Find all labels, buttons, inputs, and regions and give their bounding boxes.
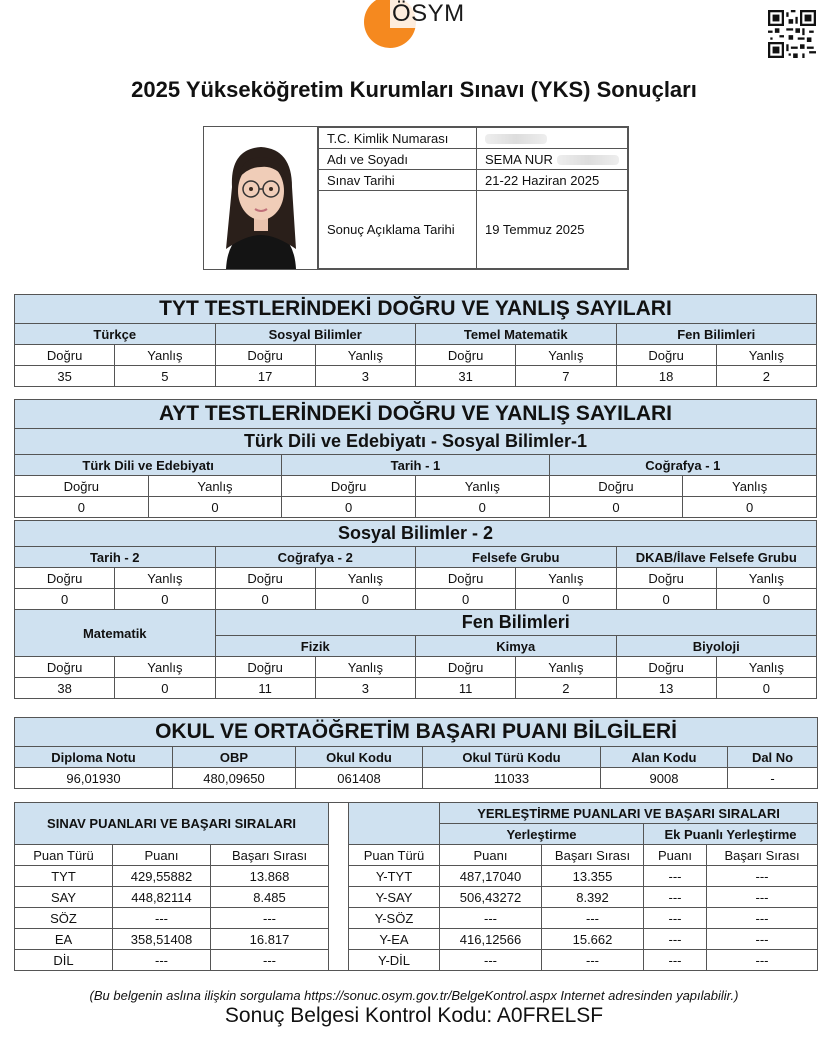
basari-sirasi: 16.817	[211, 929, 329, 950]
table-spacer	[328, 802, 348, 971]
identity-box	[203, 126, 629, 270]
sinav-header: Puanı	[113, 845, 211, 866]
okul-header: Alan Kodu	[601, 747, 728, 768]
count-cell: 35	[15, 366, 115, 387]
okul-value: 480,09650	[173, 768, 296, 789]
yanlis-label: Yanlış	[315, 657, 415, 678]
dogru-label: Doğru	[15, 657, 115, 678]
table-row	[349, 950, 818, 971]
count-cell: 2	[716, 366, 816, 387]
basari-sirasi: 13.355	[542, 866, 644, 887]
sinav-puanlari-table	[14, 802, 329, 971]
okul-header: Diploma Notu	[15, 747, 173, 768]
identity-row	[319, 170, 628, 191]
portrait-image	[204, 127, 318, 269]
ayt-subject: Tarih - 1	[282, 455, 549, 476]
identity-value	[477, 128, 628, 149]
puan-turu: EA	[15, 929, 113, 950]
identity-row	[319, 128, 628, 149]
puan: 358,51408	[113, 929, 211, 950]
okul-value: 11033	[423, 768, 601, 789]
count-cell: 11	[416, 678, 516, 699]
yanlis-label: Yanlış	[516, 345, 616, 366]
ayt-matematik-header: Matematik	[15, 610, 216, 657]
yanlis-label: Yanlış	[115, 568, 215, 589]
puan: 487,17040	[440, 866, 542, 887]
identity-row	[319, 191, 628, 269]
count-cell: 0	[683, 497, 817, 518]
basari-sirasi: 13.868	[211, 866, 329, 887]
ek-puan: ---	[644, 887, 707, 908]
ayt-section-1-title: Türk Dili ve Edebiyatı - Sosyal Bilimler-1	[15, 429, 817, 455]
table-row	[349, 929, 818, 950]
verification-note: (Bu belgenin aslına ilişkin sorgulama https://sonuc.osym.gov.tr/BelgeKontrol.aspx Internet adresinden yapılabilir.)	[89, 988, 739, 1003]
puan-turu: Y-SAY	[349, 887, 440, 908]
tyt-title: TYT TESTLERİNDEKİ DOĞRU VE YANLIŞ SAYILARI	[15, 295, 817, 324]
sinav-header: Başarı Sırası	[211, 845, 329, 866]
count-cell: 3	[315, 678, 415, 699]
count-cell: 0	[415, 497, 549, 518]
puan-turu: SAY	[15, 887, 113, 908]
count-cell: 0	[416, 589, 516, 610]
table-row	[15, 887, 329, 908]
identity-value: 21-22 Haziran 2025	[477, 170, 628, 191]
table-row	[15, 950, 329, 971]
count-cell: 5	[115, 366, 215, 387]
yer-header: Puanı	[644, 845, 707, 866]
dogru-label: Doğru	[282, 476, 416, 497]
ayt-subject: Tarih - 2	[15, 547, 216, 568]
count-cell: 0	[315, 589, 415, 610]
table-row	[15, 908, 329, 929]
identity-label: Sonuç Açıklama Tarihi	[319, 191, 477, 269]
yer-header: Puanı	[440, 845, 542, 866]
yer-sub-yerlestirme: Yerleştirme	[440, 824, 644, 845]
basari-sirasi: ---	[211, 908, 329, 929]
okul-table	[14, 717, 818, 789]
ek-basari-sirasi: ---	[707, 866, 818, 887]
logo-text: ÖSYM	[392, 0, 465, 27]
puan-turu: Y-EA	[349, 929, 440, 950]
dogru-label: Doğru	[616, 568, 716, 589]
identity-row	[319, 149, 628, 170]
ayt-title: AYT TESTLERİNDEKİ DOĞRU VE YANLIŞ SAYILARI	[15, 400, 817, 429]
identity-label: T.C. Kimlik Numarası	[319, 128, 477, 149]
puan: 429,55882	[113, 866, 211, 887]
puan: ---	[113, 950, 211, 971]
count-cell: 0	[282, 497, 416, 518]
identity-value: 19 Temmuz 2025	[477, 191, 628, 269]
tyt-subject: Temel Matematik	[416, 324, 617, 345]
yer-header: Başarı Sırası	[542, 845, 644, 866]
yanlis-label: Yanlış	[315, 568, 415, 589]
count-cell: 0	[716, 589, 816, 610]
yer-title: YERLEŞTİRME PUANLARI VE BAŞARI SIRALARI	[440, 803, 818, 824]
okul-title: OKUL VE ORTAÖĞRETİM BAŞARI PUANI BİLGİLERİ	[15, 718, 818, 747]
ayt-subject: Kimya	[416, 636, 617, 657]
yanlis-label: Yanlış	[716, 657, 816, 678]
dogru-label: Doğru	[616, 657, 716, 678]
table-row	[349, 887, 818, 908]
basari-sirasi: ---	[542, 950, 644, 971]
basari-sirasi: 8.392	[542, 887, 644, 908]
puan: ---	[440, 908, 542, 929]
sinav-header: Puan Türü	[15, 845, 113, 866]
ayt-subject: Fizik	[215, 636, 416, 657]
count-cell: 0	[115, 589, 215, 610]
count-cell: 17	[215, 366, 315, 387]
dogru-label: Doğru	[15, 568, 115, 589]
yanlis-label: Yanlış	[115, 657, 215, 678]
sinav-title: SINAV PUANLARI VE BAŞARI SIRALARI	[15, 803, 329, 845]
okul-value: 96,01930	[15, 768, 173, 789]
yer-sub-ek-puanli: Ek Puanlı Yerleştirme	[644, 824, 818, 845]
basari-sirasi: 8.485	[211, 887, 329, 908]
ayt-subject: Felsefe Grubu	[416, 547, 617, 568]
table-row	[15, 929, 329, 950]
puan: 416,12566	[440, 929, 542, 950]
dogru-label: Doğru	[549, 476, 683, 497]
yanlis-label: Yanlış	[683, 476, 817, 497]
tyt-subject: Türkçe	[15, 324, 216, 345]
count-cell: 31	[416, 366, 516, 387]
ayt-fen-title: Fen Bilimleri	[215, 610, 817, 636]
ek-basari-sirasi: ---	[707, 929, 818, 950]
ayt-subject: Biyoloji	[616, 636, 817, 657]
ek-puan: ---	[644, 929, 707, 950]
count-cell: 0	[549, 497, 683, 518]
basari-sirasi: ---	[211, 950, 329, 971]
basari-sirasi: 15.662	[542, 929, 644, 950]
count-cell: 0	[716, 678, 816, 699]
count-cell: 0	[115, 678, 215, 699]
control-code: Sonuç Belgesi Kontrol Kodu: A0FRELSF	[224, 1004, 604, 1027]
count-cell: 0	[148, 497, 282, 518]
dogru-label: Doğru	[215, 345, 315, 366]
ek-puan: ---	[644, 950, 707, 971]
count-cell: 0	[616, 589, 716, 610]
okul-value: -	[728, 768, 818, 789]
puan: ---	[440, 950, 542, 971]
count-cell: 11	[215, 678, 315, 699]
ayt-table-1	[14, 399, 817, 518]
yer-header: Puan Türü	[349, 845, 440, 866]
dogru-label: Doğru	[215, 568, 315, 589]
yer-corner	[349, 803, 440, 845]
tyt-table	[14, 294, 817, 387]
ayt-table-2	[14, 520, 817, 699]
okul-value: 9008	[601, 768, 728, 789]
identity-table	[318, 127, 628, 269]
table-row	[15, 866, 329, 887]
yanlis-label: Yanlış	[415, 476, 549, 497]
yanlis-label: Yanlış	[315, 345, 415, 366]
yanlis-label: Yanlış	[115, 345, 215, 366]
table-row	[349, 908, 818, 929]
count-cell: 0	[15, 589, 115, 610]
okul-header: OBP	[173, 747, 296, 768]
yanlis-label: Yanlış	[148, 476, 282, 497]
puan-turu: Y-TYT	[349, 866, 440, 887]
dogru-label: Doğru	[15, 476, 149, 497]
yanlis-label: Yanlış	[716, 568, 816, 589]
ek-puan: ---	[644, 866, 707, 887]
puan-turu: DİL	[15, 950, 113, 971]
ayt-subject: Türk Dili ve Edebiyatı	[15, 455, 282, 476]
basari-sirasi: ---	[542, 908, 644, 929]
tyt-subject: Sosyal Bilimler	[215, 324, 416, 345]
dogru-label: Doğru	[616, 345, 716, 366]
yer-header: Başarı Sırası	[707, 845, 818, 866]
yerlestirme-table	[348, 802, 818, 971]
yanlis-label: Yanlış	[516, 568, 616, 589]
count-cell: 38	[15, 678, 115, 699]
candidate-photo	[204, 127, 318, 269]
table-row	[349, 866, 818, 887]
osym-logo	[362, 0, 472, 52]
ek-basari-sirasi: ---	[707, 887, 818, 908]
yanlis-label: Yanlış	[716, 345, 816, 366]
ayt-subject: DKAB/İlave Felsefe Grubu	[616, 547, 817, 568]
count-cell: 13	[616, 678, 716, 699]
count-cell: 0	[15, 497, 149, 518]
okul-header: Okul Türü Kodu	[423, 747, 601, 768]
count-cell: 0	[215, 589, 315, 610]
ayt-subject: Coğrafya - 2	[215, 547, 416, 568]
ayt-section-2-title: Sosyal Bilimler - 2	[15, 521, 817, 547]
dogru-label: Doğru	[416, 345, 516, 366]
count-cell: 7	[516, 366, 616, 387]
dogru-label: Doğru	[215, 657, 315, 678]
okul-value: 061408	[296, 768, 423, 789]
ek-basari-sirasi: ---	[707, 908, 818, 929]
count-cell: 18	[616, 366, 716, 387]
puan: ---	[113, 908, 211, 929]
puan: 506,43272	[440, 887, 542, 908]
tyt-subject: Fen Bilimleri	[616, 324, 817, 345]
puan-turu: Y-SÖZ	[349, 908, 440, 929]
puan-turu: SÖZ	[15, 908, 113, 929]
puan-turu: TYT	[15, 866, 113, 887]
ek-puan: ---	[644, 908, 707, 929]
okul-header: Dal No	[728, 747, 818, 768]
page-title: 2025 Yükseköğretim Kurumları Sınavı (YKS) Sonuçları	[131, 77, 697, 102]
puan: 448,82114	[113, 887, 211, 908]
count-cell: 3	[315, 366, 415, 387]
ek-basari-sirasi: ---	[707, 950, 818, 971]
qr-code-icon	[768, 10, 816, 58]
count-cell: 0	[516, 589, 616, 610]
count-cell: 2	[516, 678, 616, 699]
yanlis-label: Yanlış	[516, 657, 616, 678]
identity-label: Sınav Tarihi	[319, 170, 477, 191]
okul-header: Okul Kodu	[296, 747, 423, 768]
dogru-label: Doğru	[15, 345, 115, 366]
dogru-label: Doğru	[416, 568, 516, 589]
puan-turu: Y-DİL	[349, 950, 440, 971]
identity-label: Adı ve Soyadı	[319, 149, 477, 170]
identity-value: SEMA NUR	[477, 149, 628, 170]
ayt-subject: Coğrafya - 1	[549, 455, 816, 476]
dogru-label: Doğru	[416, 657, 516, 678]
